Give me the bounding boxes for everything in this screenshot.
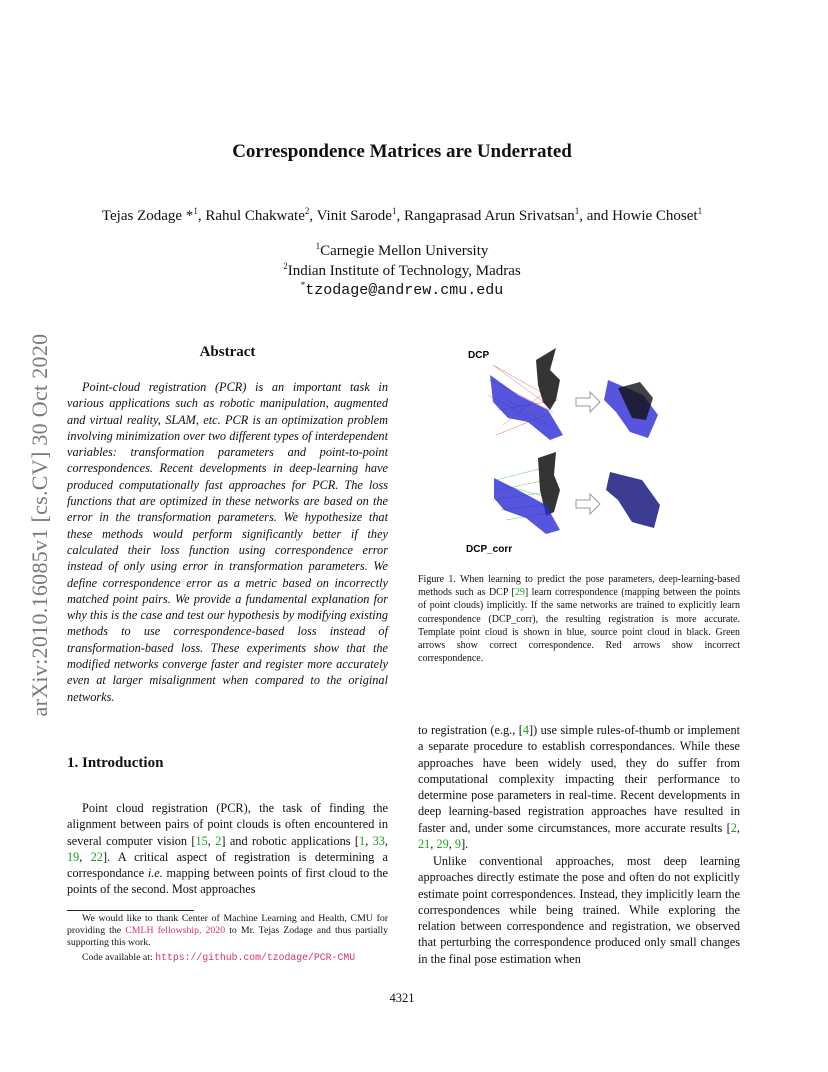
- affiliation-2: $^2$Indian Institute of Technology, Madras: [283, 261, 521, 279]
- author-name: Howie Choset: [612, 208, 698, 224]
- figure-1-graphic: [418, 340, 740, 560]
- citation-link[interactable]: 1: [359, 833, 366, 848]
- author-name: Rangaprasad Arun Srivatsan: [403, 208, 575, 224]
- page-number: 4321: [389, 991, 415, 1005]
- code-url-link[interactable]: https://github.com/tzodage/PCR-CMU: [155, 952, 356, 963]
- footnote-code: Code available at: https://github.com/tzodage/PCR-CMU: [82, 952, 356, 963]
- arrow-right-icon: [576, 392, 600, 412]
- abstract-text: Point-cloud registration (PCR) is an important task in various applications such as robotic manipulation, augmented and virtual reality, SLAM, etc. PCR is an optimization problem involving minimization over two different types of interdependent variables: transformation parameters and point-to-point correspondences. Recent developments in deep-learning have produced computationally fast approaches for PCR. The loss functions that are optimized in these networks are based on the error in the transformation parameters. We hypothesize that these methods would perform significantly better if they calculated their loss function using correspondence error instead of only using error in transformation parameters. We define correspondence error as a metric based on incorrectly matched point pairs. We provide a fundamental explanation for why this is the case and test our hypothesis by modifying existing methods to use correspondence-based loss instead of transformation-based loss. These experiments show that the modified networks converge faster and register more accurately even at larger misalignment when compared to the original networks.: [67, 380, 388, 704]
- author-affiliation-mark: 2: [304, 206, 310, 216]
- arrow-right-icon: [576, 494, 600, 514]
- citation-link[interactable]: 4: [522, 723, 529, 737]
- citation-link[interactable]: 19: [67, 849, 80, 864]
- author-name: Tejas Zodage *: [101, 208, 194, 224]
- citation-link[interactable]: 29: [436, 837, 449, 852]
- figure-label-dcp: DCP: [468, 350, 490, 361]
- footnote-rule: [67, 910, 194, 911]
- author-affiliation-mark: 1: [574, 206, 580, 216]
- paper-title: Correspondence Matrices are Underrated: [232, 141, 572, 162]
- author-list: Tejas Zodage *$^1$, Rahul Chakwate$^2$, Vinit Sarode$^1$, Rangaprasad Arun Srivatsan$^1$, and Howie Choset$^1$: [101, 206, 703, 224]
- citation-link[interactable]: 29: [514, 587, 525, 599]
- author-affiliation-mark: 1: [193, 206, 198, 216]
- citation-link[interactable]: 21: [418, 837, 431, 852]
- abstract-heading: Abstract: [199, 344, 256, 360]
- section-heading-introduction: 1. Introduction: [67, 755, 164, 771]
- citation-link[interactable]: 2: [215, 833, 222, 848]
- source-point-cloud: [536, 348, 560, 410]
- author-email[interactable]: *tzodage@andrew.cmu.edu: [300, 280, 504, 299]
- figure-1: [418, 340, 740, 560]
- fellowship-link[interactable]: CMLH fellowship, 2020: [125, 925, 226, 937]
- citation-link[interactable]: 22: [90, 849, 103, 864]
- citation-link[interactable]: 15: [195, 833, 208, 848]
- author-affiliation-mark: 1: [697, 206, 703, 216]
- citation-link[interactable]: 2: [730, 820, 737, 835]
- author-name: Rahul Chakwate: [205, 208, 305, 224]
- figure-label-dcp-corr: DCP_corr: [466, 544, 513, 555]
- intro-paragraph-1: Point cloud registration (PCR), the task of finding the alignment between pairs of point clouds is often encountered in several computer vision [15, 2] and robotic applications [1, 33, 19, 22]. A critical aspect of registration is determining a correspondance i.e. mapping between points of first cloud to the points of the second. Most approaches: [67, 801, 389, 897]
- citation-link[interactable]: 9: [454, 837, 462, 852]
- author-name: Vinit Sarode: [316, 208, 392, 224]
- author-affiliation-mark: 1: [391, 206, 397, 216]
- affiliation-1: $^1$Carnegie Mellon University: [315, 241, 489, 259]
- figure-1-caption: Figure 1. When learning to predict the pose parameters, deep-learning-based methods such as DCP [29] learn correspondence (mapping between the points of point clouds) implicitly. If the same networks are trained to explicitly learn correspondence (DCP_corr), the resulting registration is more accurate. Template point cloud is shown in blue, source point cloud in black. Green arrows show correct correspondence. Red arrows show incorrect correspondence.: [418, 574, 740, 665]
- dcp-corr-registration-result: [606, 472, 660, 528]
- intro-paragraph-3: Unlike conventional approaches, most deep learning approaches directly estimate the pose and often do not explicitly estimate point correspondences. Instead, they implicitly learn the correspondences while being trained. While exploring the relation between correspondence and registration, we observed that perturbing the correspondence produced only small changes in the final pose estimation when: [418, 854, 740, 966]
- dcp-corr-correspondence-panel: [493, 452, 660, 534]
- dcp-registration-result: [604, 380, 658, 438]
- footnote-acknowledgement: We would like to thank Center of Machine Learning and Health, CMU for providing the CMLH fellowship, 2020 to Mr. Tejas Zodage and thus partially supporting this work.: [67, 913, 389, 949]
- citation-link[interactable]: 33: [372, 833, 385, 848]
- intro-paragraph-2: to registration (e.g., [4]) use simple rules-of-thumb or implement a separate procedure to establish correspondances. While these approaches have been widely used, they do suffer from computational complexity impacting their performance to determine pose parameters in real-time. Recent developments in deep learning-based registration approaches have resulted in faster and, under some circumstances, more accurate results [2, 21, 29, 9].: [418, 723, 741, 852]
- arxiv-identifier: arXiv:2010.16085v1 [cs.CV] 30 Oct 2020: [27, 333, 52, 717]
- dcp-correspondence-panel: [488, 348, 658, 440]
